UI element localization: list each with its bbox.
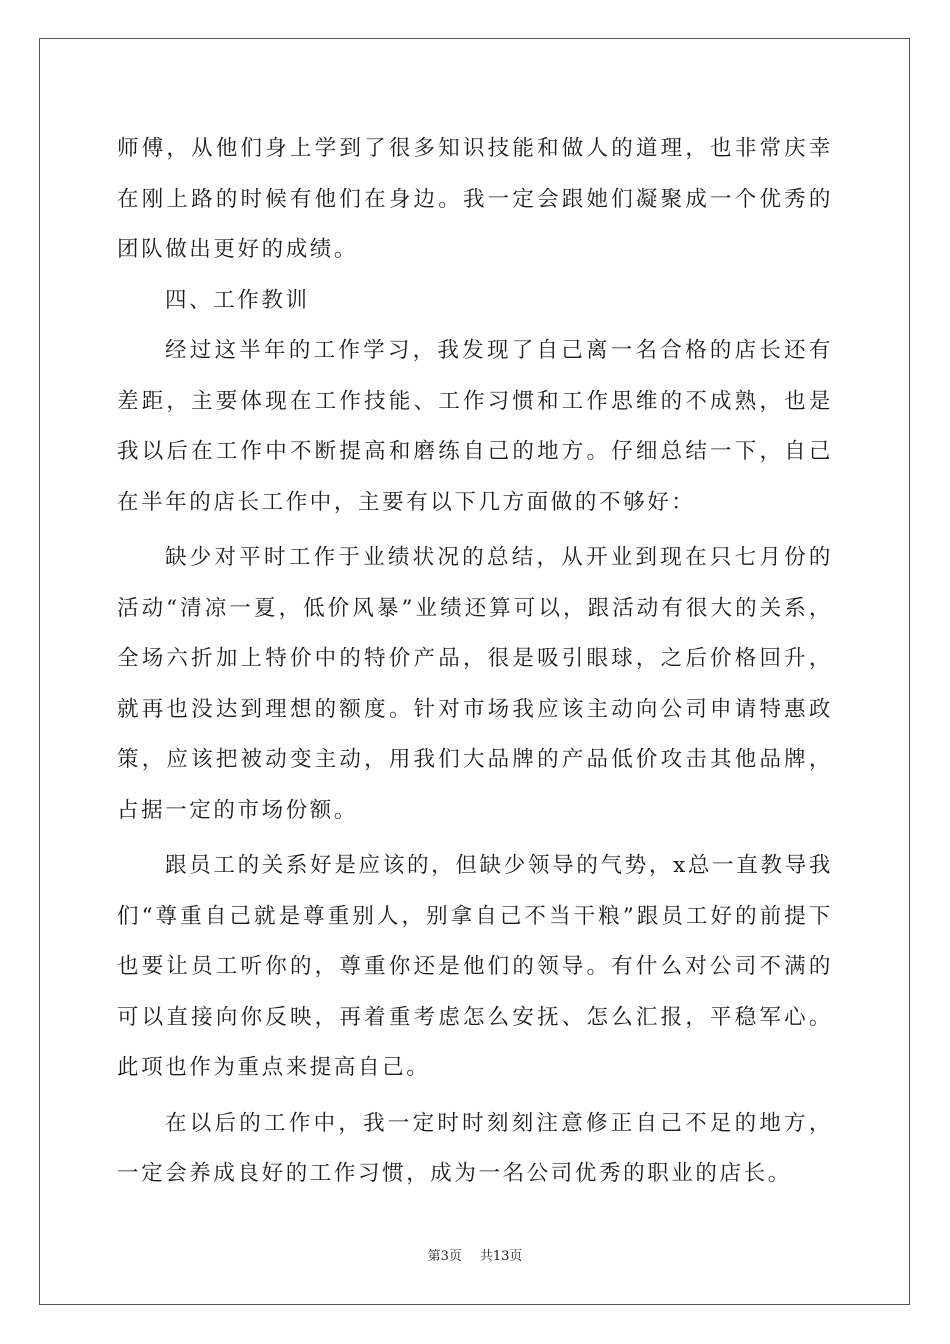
page-total: 共13页 bbox=[479, 1249, 523, 1264]
section-heading: 四、工作教训 bbox=[165, 287, 310, 313]
paragraph: 缺少对平时工作于业绩状况的总结，从开业到现在只七月份的活动“清凉一夏，低价风暴”业绩还算可以，跟活动有很大的关系，全场六折加上特价中的特价产品，很是吸引眼球，之后价格回升，就再也没达到理想的额度。针对市场我应该主动向公司申请特惠政策，应该把被动变主动，用我们大品牌的产品低价攻击其他品牌，占据一定的市场份额。 bbox=[117, 545, 833, 823]
paragraph: 经过这半年的工作学习，我发现了自己离一名合格的店长还有差距，主要体现在工作技能、工作习惯和工作思维的不成熟，也是我以后在工作中不断提高和磨练自己的地方。仔细总结一下，自己在半年的店长工作中，主要有以下几方面做的不够好： bbox=[117, 338, 833, 515]
page-number: 第3页 bbox=[427, 1249, 462, 1264]
page-footer bbox=[0, 1248, 950, 1266]
paragraph: 跟员工的关系好是应该的，但缺少领导的气势，x总一直教导我们“尊重自己就是尊重别人，别拿自己不当干粮”跟员工好的前提下也要让员工听你的，尊重你还是他们的领导。有什么对公司不满的可以直接向你反映，再着重考虑怎么安抚、怎么汇报，平稳军心。此项也作为重点来提高自己。 bbox=[117, 853, 833, 1080]
document-body bbox=[117, 124, 833, 1200]
paragraph: 在以后的工作中，我一定时时刻刻注意修正自己不足的地方，一定会养成良好的工作习惯，成为一名公司优秀的职业的店长。 bbox=[117, 1110, 833, 1186]
paragraph-continued: 师傅，从他们身上学到了很多知识技能和做人的道理，也非常庆幸在刚上路的时候有他们在身边。我一定会跟她们凝聚成一个优秀的团队做出更好的成绩。 bbox=[117, 136, 833, 262]
